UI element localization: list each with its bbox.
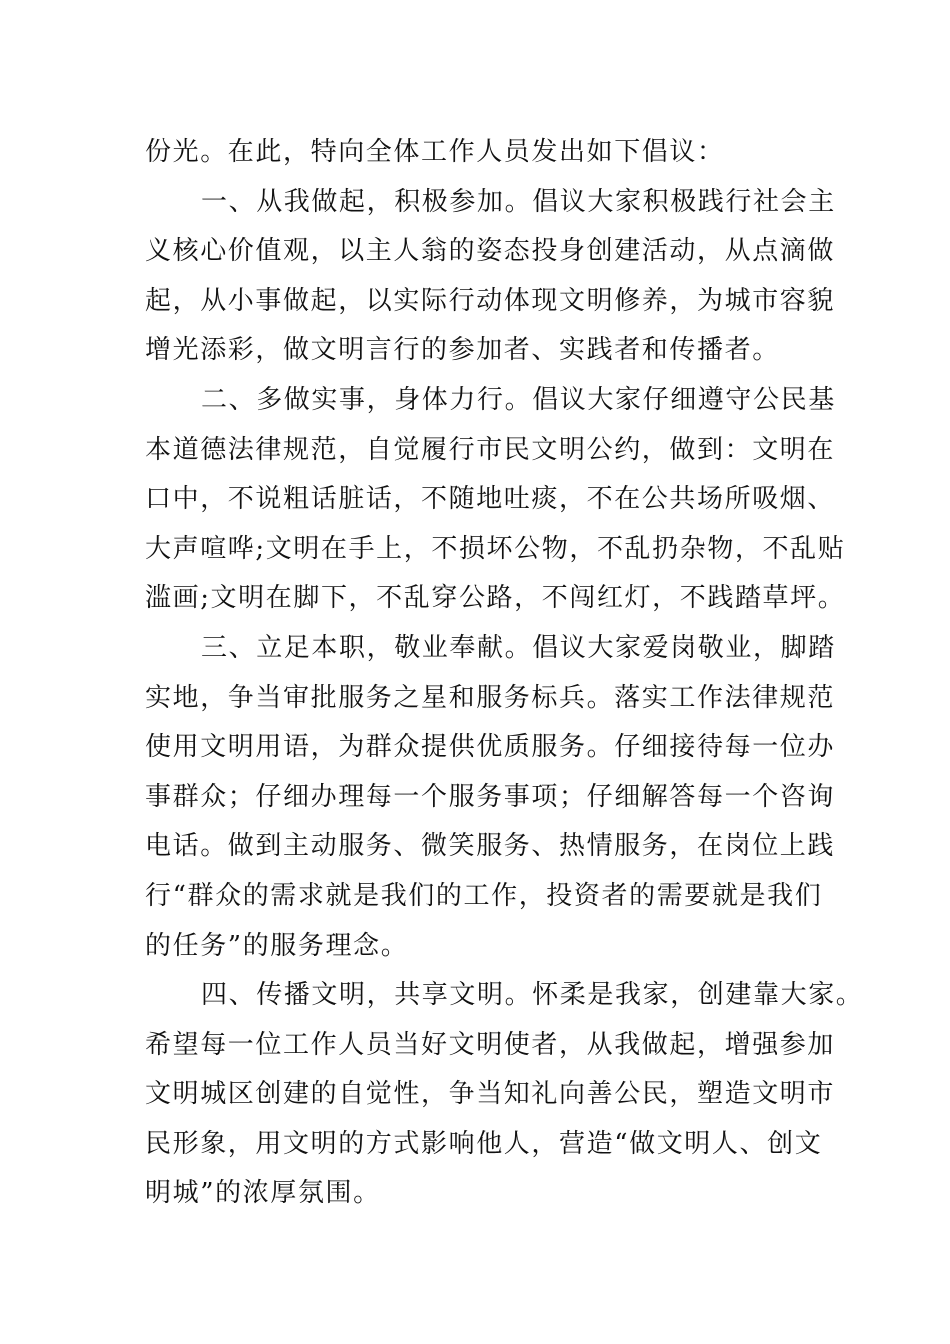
text-line: 义核心价值观，以主人翁的姿态投身创建活动，从点滴做	[145, 236, 836, 267]
text-line-intro-end: 份光。在此，特向全体工作人员发出如下倡议：	[145, 137, 725, 167]
text-line: 希望每一位工作人员当好文明使者，从我做起，增强参加	[145, 1029, 836, 1060]
document-body	[145, 128, 864, 1219]
text-line: 大声喧哗;文明在手上，不损坏公物，不乱扔杂物，不乱贴	[145, 533, 846, 564]
text-line: 事群众；仔细办理每一个服务事项；仔细解答每一个咨询	[145, 781, 836, 812]
text-line-item-4-start: 四、传播文明，共享文明。怀柔是我家，创建靠大家。	[201, 980, 864, 1011]
text-line: 的任务”的服务理念。	[145, 930, 409, 961]
text-line-item-2-start: 二、多做实事，身体力行。倡议大家仔细遵守公民基	[201, 384, 836, 415]
text-line: 明城”的浓厚氛围。	[145, 1178, 381, 1209]
text-line: 口中，不说粗话脏话，不随地吐痰，不在公共场所吸烟、	[145, 484, 836, 515]
text-line: 电话。做到主动服务、微笑服务、热情服务，在岗位上践	[145, 831, 836, 862]
text-line-item-3-start: 三、立足本职，敬业奉献。倡议大家爱岗敬业，脚踏	[201, 632, 836, 663]
text-line: 增光添彩，做文明言行的参加者、实践者和传播者。	[145, 335, 780, 366]
text-line: 实地，争当审批服务之星和服务标兵。落实工作法律规范	[145, 682, 836, 713]
text-line: 行“群众的需求就是我们的工作，投资者的需要就是我们	[145, 880, 823, 911]
text-line: 滥画;文明在脚下，不乱穿公路，不闯红灯，不践踏草坪。	[145, 583, 846, 614]
text-line: 文明城区创建的自觉性，争当知礼向善公民，塑造文明市	[145, 1079, 836, 1110]
text-line: 起，从小事做起，以实际行动体现文明修养，为城市容貌	[145, 285, 836, 316]
text-line: 使用文明用语，为群众提供优质服务。仔细接待每一位办	[145, 732, 836, 763]
text-line-item-1-start: 一、从我做起，积极参加。倡议大家积极践行社会主	[201, 186, 836, 217]
text-line: 民形象，用文明的方式影响他人，营造“做文明人、创文	[145, 1128, 823, 1159]
text-line: 本道德法律规范，自觉履行市民文明公约，做到：文明在	[145, 434, 836, 465]
